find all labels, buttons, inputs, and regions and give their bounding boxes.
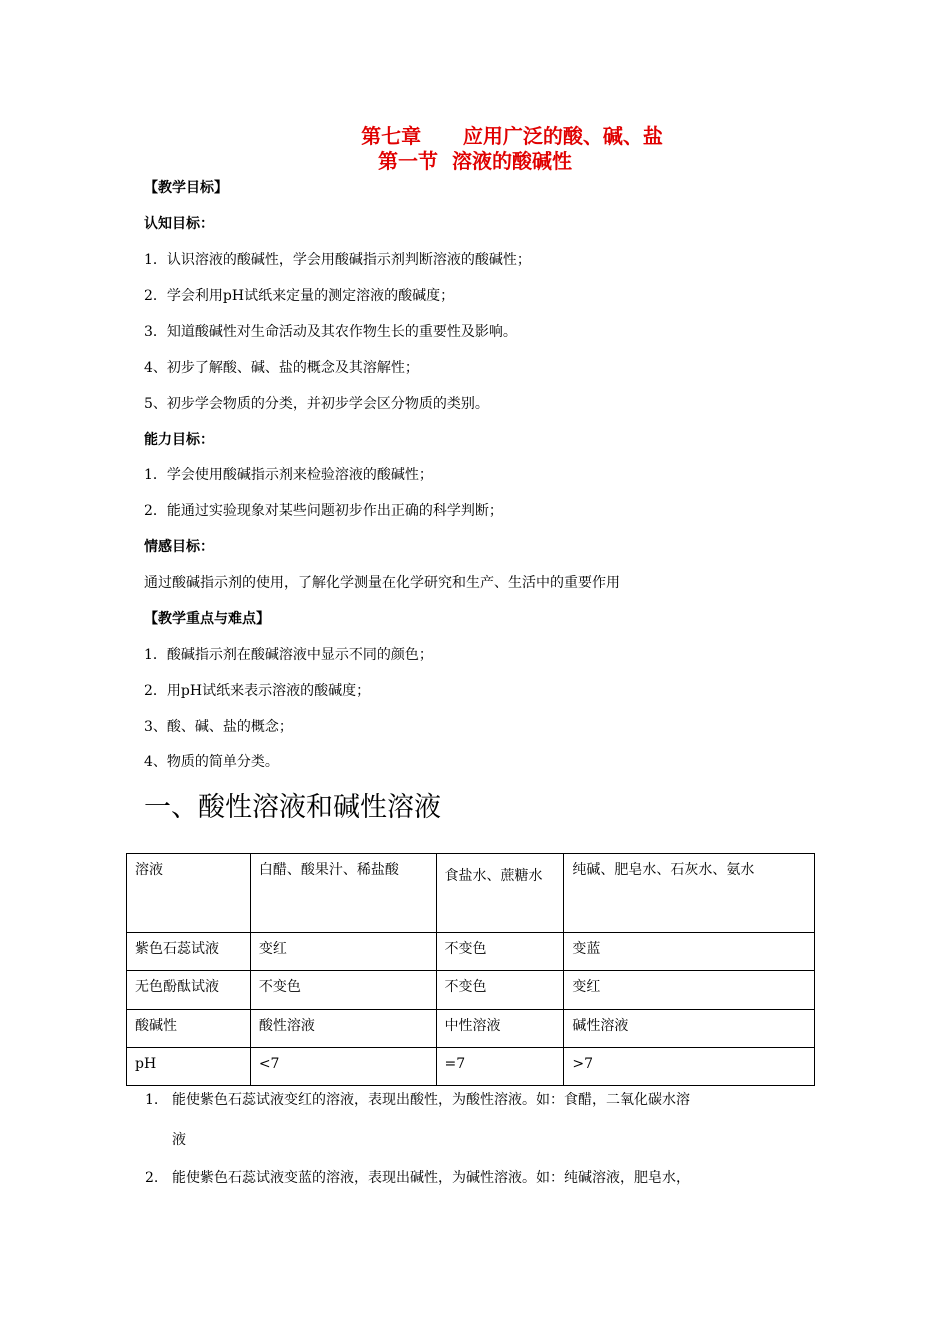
key-points-heading: 【教学重点与难点】 [144, 611, 270, 627]
key-point-3: 3、酸、碱、盐的概念； [144, 719, 293, 735]
table-cell: 食盐水、蔗糖水 [436, 854, 564, 933]
cognitive-goal-2: 2．学会利用pH试纸来定量的测定溶液的酸碱度； [144, 288, 455, 304]
table-cell: 不变色 [436, 933, 564, 971]
note-text: 能使紫色石蕊试液变蓝的溶液，表现出碱性，为碱性溶液。如：纯碱溶液，肥皂水， [172, 1170, 690, 1186]
cognitive-goal-1: 1．认识溶液的酸碱性，学会用酸碱指示剂判断溶液的酸碱性； [144, 252, 531, 268]
ability-goal-2: 2．能通过实验现象对某些问题初步作出正确的科学判断； [144, 503, 503, 519]
table-row [127, 1048, 815, 1086]
table-cell: pH [127, 1048, 251, 1086]
key-point-1: 1．酸碱指示剂在酸碱溶液中显示不同的颜色； [144, 647, 433, 663]
table-cell: =7 [436, 1048, 564, 1086]
table-cell: 碱性溶液 [564, 1010, 815, 1048]
table-cell: 变蓝 [564, 933, 815, 971]
ability-goal-1: 1．学会使用酸碱指示剂来检验溶液的酸碱性； [144, 467, 433, 483]
table-cell: 纯碱、肥皂水、石灰水、氨水 [564, 854, 815, 933]
table-row [127, 971, 815, 1010]
table-row [127, 933, 815, 971]
emotion-goals-heading: 情感目标： [144, 539, 214, 555]
note-number: 1. [145, 1092, 159, 1108]
cognitive-goal-3: 3．知道酸碱性对生命活动及其农作物生长的重要性及影响。 [144, 324, 517, 340]
cognitive-goal-5: 5、初步学会物质的分类，并初步学会区分物质的类别。 [144, 396, 489, 412]
table-cell: 不变色 [250, 971, 436, 1010]
emotion-goal-text: 通过酸碱指示剂的使用，了解化学测量在化学研究和生产、生活中的重要作用 [144, 575, 620, 591]
section-title: 第一节 溶液的酸碱性 [378, 149, 572, 173]
table-cell: 酸碱性 [127, 1010, 251, 1048]
table-cell: 中性溶液 [436, 1010, 564, 1048]
ability-goals-heading: 能力目标： [144, 432, 214, 448]
note-text: 能使紫色石蕊试液变红的溶液，表现出酸性，为酸性溶液。如：食醋，二氧化碳水溶 [172, 1092, 690, 1108]
table-cell: 变红 [564, 971, 815, 1010]
section-heading: 一、酸性溶液和碱性溶液 [144, 792, 441, 823]
table-cell: 白醋、酸果汁、稀盐酸 [250, 854, 436, 933]
note-number: 2. [145, 1170, 159, 1186]
key-point-4: 4、物质的简单分类。 [144, 754, 279, 770]
note-text: 液 [172, 1132, 186, 1148]
table-cell: 无色酚酞试液 [127, 971, 251, 1010]
table-cell: 紫色石蕊试液 [127, 933, 251, 971]
cognitive-goals-heading: 认知目标： [144, 216, 214, 232]
chapter-title: 第七章 应用广泛的酸、碱、盐 [361, 124, 663, 148]
goals-heading: 【教学目标】 [144, 180, 228, 196]
table-cell: >7 [564, 1048, 815, 1086]
cognitive-goal-4: 4、初步了解酸、碱、盐的概念及其溶解性； [144, 360, 419, 376]
table-cell: 溶液 [127, 854, 251, 933]
table-row [127, 1010, 815, 1048]
table-cell: 不变色 [436, 971, 564, 1010]
table-row [127, 854, 815, 933]
table-cell: 变红 [250, 933, 436, 971]
table-cell: 酸性溶液 [250, 1010, 436, 1048]
key-point-2: 2．用pH试纸来表示溶液的酸碱度； [144, 683, 371, 699]
table-cell: <7 [250, 1048, 436, 1086]
indicator-table [126, 853, 815, 1086]
